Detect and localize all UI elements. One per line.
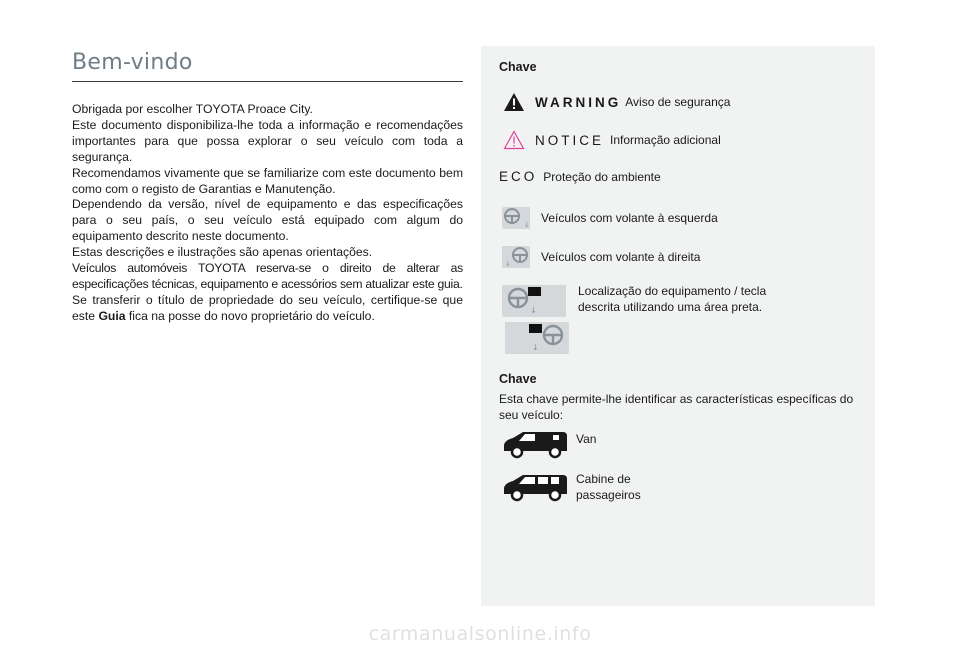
rhd-row [500,244,700,270]
eco-row [499,169,661,184]
eco-label: Proteção do ambiente [543,169,661,184]
intro-paragraph: Obrigada por escolher TOYOTA Proace City. [72,102,313,116]
page-title: Bem-vindo [72,50,193,75]
vehicle-key-heading: Chave [499,372,537,386]
van-label: Van [576,432,597,446]
intro-paragraph: Dependendo da versão, nível de equipamento e das especificações para o seu país, o seu veículo está equipado com algum do equipamento descrito neste documento. [72,197,463,244]
van-icon [501,429,569,459]
svg-text:↓: ↓ [505,260,511,268]
vehicle-key-text: Esta chave permite-lhe identificar as características específicas do seu veículo: [499,392,854,422]
key-panel-heading: Chave [499,60,537,74]
lhd-row [500,205,718,231]
svg-text:↓: ↓ [524,221,530,229]
location-label: Localização do equipamento / tecla descrita utilizando uma área preta. [578,284,767,314]
warning-triangle-icon [503,92,525,112]
intro-paragraph-last: Se transferir o título de propriedade do seu veículo, certifique-se que este Guia fica na posse do novo proprietário do veículo. [72,292,463,323]
watermark-text: carmanualsonline.info [368,623,592,645]
warning-label: Aviso de segurança [625,95,731,109]
intro-paragraph: Veículos automóveis TOYOTA reserva-se o direito de alterar as especificações técnicas, equipamento e acessórios sem atualizar este guia. [72,261,463,291]
intro-text [72,102,463,325]
right-hand-drive-icon [500,244,532,270]
location-rhd-icon [503,320,573,356]
notice-triangle-icon [503,130,525,150]
rhd-label: Veículos com volante à direita [541,250,701,264]
watermark [0,623,960,645]
notice-sign: NOTICE [535,132,605,148]
passenger-cab-label: Cabine de passageiros [576,472,641,502]
notice-label: Informação adicional [610,133,721,147]
svg-text:↓: ↓ [532,343,539,352]
svg-text:↓: ↓ [530,306,537,315]
lhd-label: Veículos com volante à esquerda [541,211,718,225]
intro-paragraph: Recomendamos vivamente que se familiarize com este documento bem como com o registo de Garantias e Manutenção. [72,165,463,196]
notice-row [503,130,721,150]
intro-paragraph: Este documento disponibiliza-lhe toda a informação e recomendações importantes para que possa explorar o seu veículo com toda a segurança. [72,117,463,164]
warning-sign: WARNING [535,94,622,110]
guide-word: Guia [98,308,126,323]
warning-row [503,92,730,112]
eco-sign: ECO [499,169,538,184]
location-lhd-icon [498,283,568,319]
intro-paragraph: Estas descrições e ilustrações são apenas orientações. [72,245,373,260]
left-hand-drive-icon [500,205,532,231]
title-divider [72,81,463,82]
passenger-cab-icon [501,472,569,502]
